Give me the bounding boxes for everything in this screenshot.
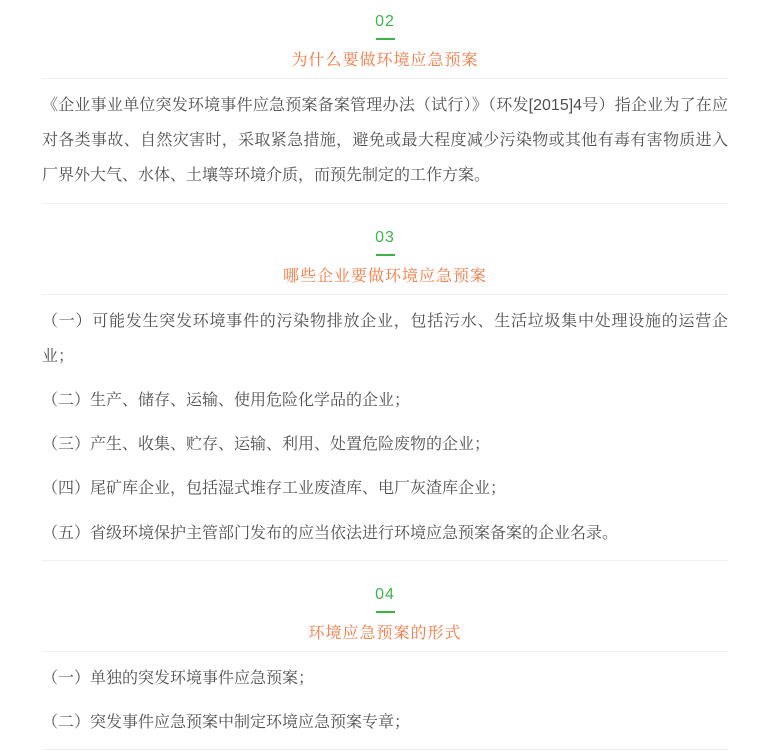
section-number: 02 bbox=[375, 13, 395, 30]
divider-line bbox=[42, 749, 728, 750]
divider-line bbox=[42, 78, 728, 79]
section-header bbox=[42, 230, 728, 285]
list-item: （三）产生、收集、贮存、运输、利用、处置危险废物的企业； bbox=[42, 436, 491, 454]
section-title: 哪些企业要做环境应急预案 bbox=[282, 267, 487, 285]
divider-line bbox=[42, 294, 728, 295]
section-header bbox=[42, 587, 728, 642]
list-item: （四）尾矿库企业，包括湿式堆存工业废渣库、电厂灰渣库企业； bbox=[42, 480, 507, 498]
divider-line bbox=[42, 651, 728, 652]
section-03 bbox=[42, 230, 728, 561]
section-number: 03 bbox=[375, 228, 395, 246]
paragraph: 《企业事业单位突发环境事件应急预案备案管理办法（试行）》（环发[2015]4号）指企业为了在应对各类事故、自然灾害时，采取紧急措施，避免或最大程度减少污染物或其他有毒有害物质进入厂界外大气、水体、土壤等环境介质，而预先制定的工作方案。 bbox=[42, 97, 728, 185]
list-item: （二）生产、储存、运输、使用危险化学品的企业； bbox=[42, 391, 411, 409]
section-header bbox=[42, 14, 728, 69]
section-02 bbox=[42, 14, 728, 204]
list-item: （二）突发事件应急预案中制定环境应急预案专章； bbox=[42, 713, 411, 731]
divider-line bbox=[42, 560, 728, 561]
list-item: （一）单独的突发环境事件应急预案； bbox=[42, 669, 315, 687]
list-item: （一）可能发生突发环境事件的污染物排放企业，包括污水、生活垃圾集中处理设施的运营企业； bbox=[42, 312, 728, 365]
section-title: 为什么要做环境应急预案 bbox=[291, 52, 479, 69]
section-number: 04 bbox=[375, 585, 395, 603]
section-title: 环境应急预案的形式 bbox=[308, 624, 462, 642]
divider-line bbox=[42, 203, 728, 204]
section-04 bbox=[42, 587, 728, 750]
list-item: （五）省级环境保护主管部门发布的应当依法进行环境应急预案备案的企业名录。 bbox=[42, 524, 619, 542]
section-number-underline bbox=[376, 611, 395, 613]
section-number-underline bbox=[376, 254, 395, 256]
section-number-underline bbox=[376, 38, 395, 40]
